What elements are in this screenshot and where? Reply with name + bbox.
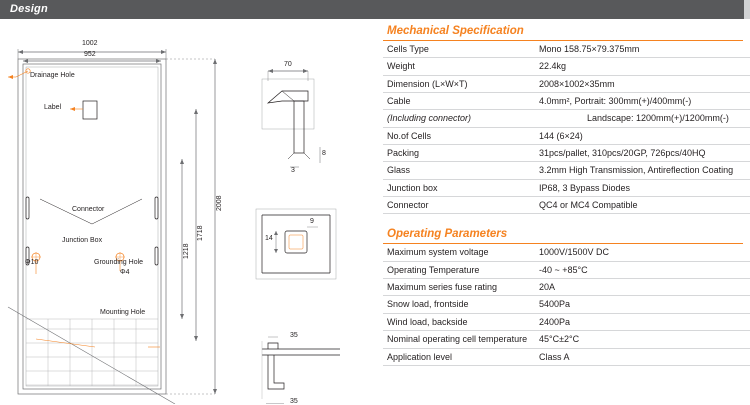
table-row <box>383 197 750 214</box>
dim-section-35-bottom: 35 <box>290 398 298 405</box>
table-row <box>383 41 750 58</box>
mechanical-spec-title: Mechanical Specification <box>387 25 524 37</box>
dim-height-outer: 2008 <box>216 195 223 211</box>
table-row <box>383 331 750 348</box>
param-value: 2400Pa <box>535 313 750 330</box>
callout-label: Label <box>44 104 62 111</box>
dim-height-1218: 1218 <box>183 243 190 259</box>
param-value: 45°C±2°C <box>535 331 750 348</box>
table-row <box>383 110 750 127</box>
param-key: Snow load, frontside <box>383 296 535 313</box>
spec-key: Cable <box>383 93 535 110</box>
table-row <box>383 75 750 92</box>
param-key: Nominal operating cell temperature <box>383 331 535 348</box>
table-row <box>383 58 750 75</box>
spec-key: Dimension (L×W×T) <box>383 75 535 92</box>
table-row <box>383 127 750 144</box>
dim-section-35-top: 35 <box>290 332 298 339</box>
param-key: Wind load, backside <box>383 313 535 330</box>
param-value: 1000V/1500V DC <box>535 244 750 261</box>
panel-specifications <box>383 25 743 366</box>
table-row <box>383 162 750 179</box>
spec-key: Cells Type <box>383 41 535 58</box>
table-row <box>383 179 750 196</box>
callout-junction-box: Junction Box <box>62 237 103 244</box>
spec-value: 31pcs/pallet, 310pcs/20GP, 726pcs/40HQ <box>535 145 750 162</box>
dim-jbox-14: 14 <box>265 235 273 242</box>
callout-connector: Connector <box>72 206 105 213</box>
callout-drainage-hole: Drainage Hole <box>30 72 75 79</box>
table-row <box>383 261 750 278</box>
dim-frame-3: 3 <box>291 167 295 174</box>
spec-value: 22.4kg <box>535 58 750 75</box>
param-value: 20A <box>535 279 750 296</box>
panel-technical-drawing <box>0 19 372 404</box>
spec-key: Weight <box>383 58 535 75</box>
param-key: Maximum series fuse rating <box>383 279 535 296</box>
spec-value: Mono 158.75×79.375mm <box>535 41 750 58</box>
param-key: Application level <box>383 348 535 365</box>
section-spacer <box>383 214 743 228</box>
table-row <box>383 313 750 330</box>
spec-key: Connector <box>383 197 535 214</box>
table-row <box>383 244 750 261</box>
spec-value: QC4 or MC4 Compatible <box>535 197 750 214</box>
spec-key: (Including connector) <box>383 110 535 127</box>
callout-drainage-diameter: Φ10 <box>25 259 39 266</box>
param-value: -40 ~ +85°C <box>535 261 750 278</box>
mechanical-spec-table <box>383 41 750 214</box>
table-row <box>383 279 750 296</box>
spec-value: Landscape: 1200mm(+)/1200mm(-) <box>535 110 750 127</box>
spec-value: 144 (6×24) <box>535 127 750 144</box>
spec-key: Glass <box>383 162 535 179</box>
spec-key: Junction box <box>383 179 535 196</box>
callout-grounding-hole: Grounding Hole <box>94 259 144 266</box>
table-row <box>383 145 750 162</box>
callout-mounting-hole: Mounting Hole <box>100 309 146 316</box>
dim-width-inner: 952 <box>84 51 96 58</box>
dim-width-outer: 1002 <box>82 40 98 47</box>
table-row <box>383 296 750 313</box>
section-header-bar <box>0 0 750 19</box>
param-value: 5400Pa <box>535 296 750 313</box>
spec-key: Packing <box>383 145 535 162</box>
dim-frame-depth-70: 70 <box>284 61 292 68</box>
spec-value: IP68, 3 Bypass Diodes <box>535 179 750 196</box>
operating-params-table <box>383 244 750 365</box>
spec-value: 3.2mm High Transmission, Antireflection Coating <box>535 162 750 179</box>
spec-key: No.of Cells <box>383 127 535 144</box>
table-row <box>383 93 750 110</box>
param-key: Maximum system voltage <box>383 244 535 261</box>
dim-jbox-9: 9 <box>310 218 314 225</box>
spec-value: 4.0mm², Portrait: 300mm(+)/400mm(-) <box>535 93 750 110</box>
param-key: Operating Temperature <box>383 261 535 278</box>
dim-frame-8: 8 <box>322 150 326 157</box>
callout-grounding-hole-diameter: Φ4 <box>120 269 130 276</box>
page-title: Design <box>10 3 48 15</box>
header-accent-tick <box>744 0 750 19</box>
operating-params-title: Operating Parameters <box>387 228 508 241</box>
table-row <box>383 348 750 365</box>
param-value: Class A <box>535 348 750 365</box>
dim-height-1718: 1718 <box>197 225 204 241</box>
spec-value: 2008×1002×35mm <box>535 75 750 92</box>
